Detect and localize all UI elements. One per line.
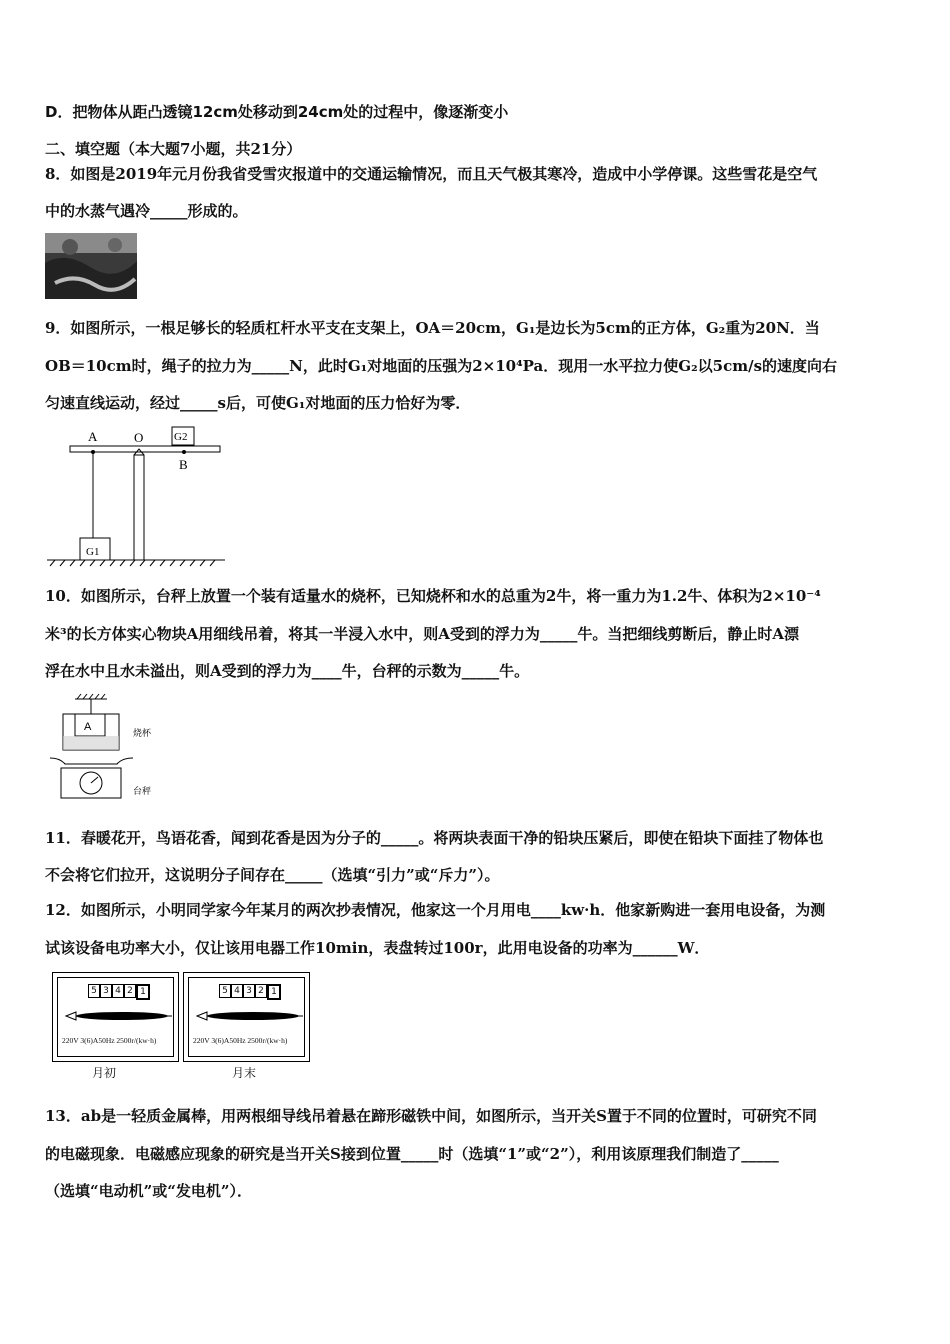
digit: 5 bbox=[88, 984, 100, 998]
q10-line-2: 米³的长方体实心物块A用细线吊着，将其一半浸入水中，则A受到的浮力为_____牛。当把细线剪断后，静止时A漂 bbox=[45, 625, 799, 643]
label-b: B bbox=[179, 457, 188, 472]
digit: 5 bbox=[219, 984, 231, 998]
q8-line-2: 中的水蒸气遇冷_____形成的。 bbox=[45, 202, 248, 220]
digit: 3 bbox=[243, 984, 255, 998]
q9-line-1: 9．如图所示，一根足够长的轻质杠杆水平支在支架上，OA＝20cm，G₁是边长为5cm的正方体，G₂重为20N．当 bbox=[45, 319, 820, 337]
meter-end-spec: 220V 3(6)A50Hz 2500r/(kw·h) bbox=[193, 1036, 288, 1045]
q13-line-3: （选填“电动机”或“发电机”）． bbox=[45, 1182, 253, 1200]
scale-diagram bbox=[45, 692, 205, 804]
digit: 3 bbox=[100, 984, 112, 998]
q10-line-1: 10．如图所示，台秤上放置一个装有适量水的烧杯，已知烧杯和水的总重为2牛，将一重力为1.2牛、体积为2×10⁻⁴ bbox=[45, 587, 821, 605]
section-heading: 二、填空题（本大题7小题，共21分） bbox=[45, 140, 302, 158]
meter-end bbox=[183, 972, 310, 1062]
digit: 4 bbox=[112, 984, 124, 998]
label-o: O bbox=[134, 430, 144, 445]
lever-diagram bbox=[45, 425, 230, 570]
digit: 1 bbox=[136, 984, 150, 1000]
label-g1: G1 bbox=[86, 546, 100, 558]
meter-end-digits bbox=[219, 984, 281, 1000]
q10-line-3: 浮在水中且水未溢出，则A受到的浮力为____牛，台秤的示数为_____牛。 bbox=[45, 662, 530, 680]
caption-start: 月初 bbox=[92, 1066, 117, 1080]
q12-line-1: 12．如图所示，小明同学家今年某月的两次抄表情况，他家这一个月用电____kw·h．他家新购进一套用电设备，为测 bbox=[45, 901, 826, 919]
label-a: A bbox=[88, 429, 98, 444]
line-d-option: D．把物体从距凸透镜12cm处移动到24cm处的过程中，像逐渐变小 bbox=[45, 103, 509, 121]
meter-start bbox=[52, 972, 179, 1062]
beaker-label: 烧杯 bbox=[133, 728, 152, 738]
meter-start-spec: 220V 3(6)A50Hz 2500r/(kw·h) bbox=[62, 1036, 157, 1045]
q11-line-1: 11．春暖花开，鸟语花香，闻到花香是因为分子的_____。将两块表面干净的铅块压紧后，即使在铅块下面挂了物体也 bbox=[45, 829, 824, 847]
digit: 1 bbox=[267, 984, 281, 1000]
snow-photo bbox=[45, 233, 137, 299]
q13-line-2: 的电磁现象．电磁感应现象的研究是当开关S接到位置_____时（选填“1”或“2”），利用该原理我们制造了_____ bbox=[45, 1145, 779, 1163]
digit: 2 bbox=[255, 984, 267, 998]
meter-start-digits bbox=[88, 984, 150, 1000]
q12-line-2: 试该设备电功率大小，仅让该用电器工作10min，表盘转过100r，此用电设备的功率为______W． bbox=[45, 939, 710, 957]
scale-label: 台秤 bbox=[133, 786, 152, 796]
digit: 2 bbox=[124, 984, 136, 998]
caption-end: 月末 bbox=[232, 1066, 257, 1080]
q9-line-3: 匀速直线运动，经过_____s后，可使G₁对地面的压力恰好为零． bbox=[45, 394, 471, 412]
block-label: A bbox=[84, 721, 92, 733]
q9-line-2: OB＝10cm时，绳子的拉力为_____N，此时G₁对地面的压强为2×10⁴Pa．现用一水平拉力使G₂以5cm/s的速度向右 bbox=[45, 357, 838, 375]
digit: 4 bbox=[231, 984, 243, 998]
meter-disc bbox=[62, 1008, 174, 1024]
q11-line-2: 不会将它们拉开，这说明分子间存在_____（选填“引力”或“斥力”）。 bbox=[45, 866, 500, 884]
label-g2: G2 bbox=[174, 431, 188, 443]
meter-disc bbox=[193, 1008, 305, 1024]
q8-line-1: 8．如图是2019年元月份我省受雪灾报道中的交通运输情况，而且天气极其寒冷，造成中小学停课。这些雪花是空气 bbox=[45, 165, 818, 183]
q13-line-1: 13．ab是一轻质金属棒，用两根细导线吊着悬在蹄形磁铁中间，如图所示，当开关S置于不同的位置时，可研究不同 bbox=[45, 1107, 817, 1125]
